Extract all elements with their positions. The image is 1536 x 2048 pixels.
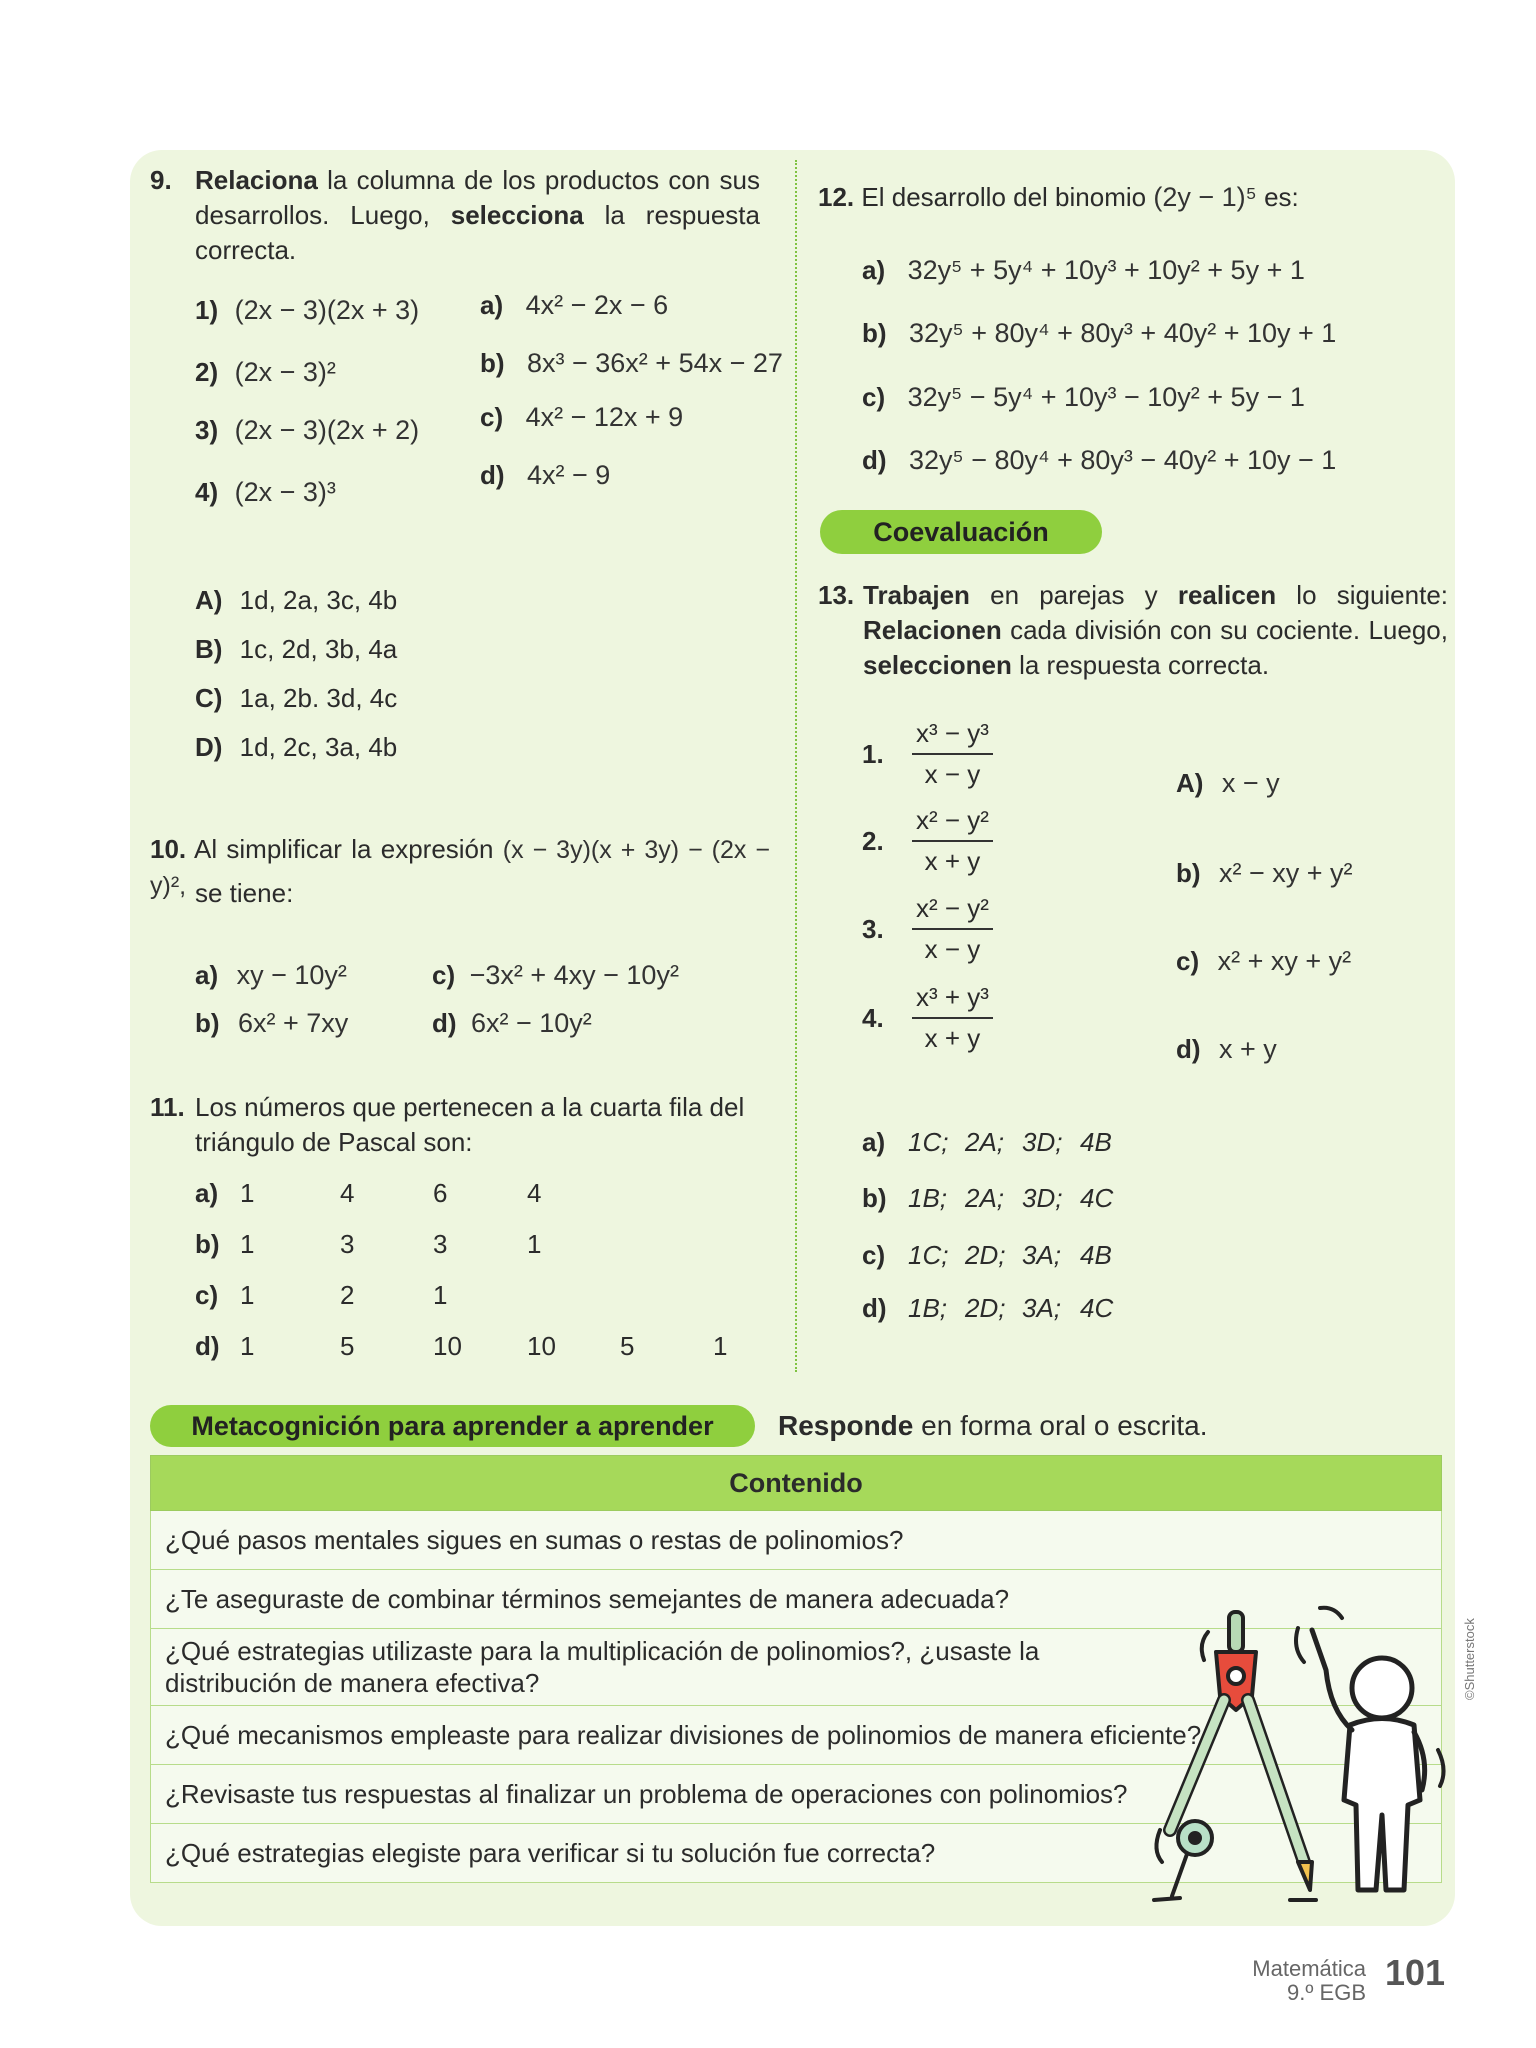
q9-statement (150, 163, 760, 268)
q10-text-2: se tiene: (195, 878, 294, 908)
q9-right-label: a) (480, 290, 504, 320)
q13-option-value: 2D; (965, 1240, 1006, 1270)
pascal-value: 10 (433, 1331, 462, 1361)
q10-text: Al simplificar la expresión (194, 834, 494, 864)
pascal-value: 3 (340, 1229, 355, 1259)
q9-left-label: 4) (195, 477, 219, 507)
q9-option-label: A) (195, 585, 223, 615)
q13-option-value: 4B (1080, 1127, 1112, 1157)
image-credit: ©Shutterstock (1462, 1618, 1477, 1700)
pascal-value: 1 (240, 1229, 255, 1259)
q9-left-label: 3) (195, 415, 219, 445)
q13-fraction (912, 982, 993, 1054)
column-separator (795, 160, 797, 1372)
q13-quotient-label: b) (1176, 858, 1201, 888)
q13-division-label: 2. (862, 825, 884, 856)
q9-right-label: c) (480, 402, 504, 432)
pascal-value: 10 (527, 1331, 556, 1361)
q10-number: 10. (150, 834, 187, 864)
q13-option-value: 2D; (965, 1293, 1006, 1323)
q9-keyword-selecciona: selecciona (450, 200, 584, 230)
fraction-numerator: x³ − y³ (912, 718, 993, 755)
fraction-denominator: x − y (924, 759, 981, 789)
q11-option-label: d) (195, 1331, 220, 1361)
q13-option-value: 2A; (965, 1183, 1005, 1213)
q9-option-text: 1d, 2a, 3c, 4b (239, 585, 398, 615)
q9-right-expr: 4x² − 12x + 9 (525, 402, 684, 432)
pascal-value: 4 (527, 1178, 542, 1208)
q9-number: 9. (150, 165, 172, 195)
q11-number: 11. (150, 1092, 185, 1122)
q10-option-label: b) (195, 1008, 220, 1038)
q13-number: 13. (818, 580, 855, 610)
q13-statement (818, 578, 1448, 683)
q9-right-expr: 8x³ − 36x² + 54x − 27 (527, 348, 783, 378)
q9-option-text: 1a, 2b. 3d, 4c (239, 683, 398, 713)
q10-option-label: d) (432, 1008, 457, 1038)
q11-option-label: c) (195, 1280, 219, 1310)
fraction-numerator: x³ + y³ (912, 982, 993, 1019)
q12-option-expr: 32y⁵ − 80y⁴ + 80y³ − 40y² + 10y − 1 (909, 445, 1337, 475)
q9-option-text: 1c, 2d, 3b, 4a (239, 634, 398, 664)
q13-keyword-seleccionen: seleccionen (863, 650, 1012, 680)
q11-option-label: a) (195, 1178, 219, 1208)
pascal-value: 1 (240, 1331, 255, 1361)
q13-division-label: 4. (862, 1002, 884, 1033)
responde-keyword: Responde (778, 1410, 914, 1441)
q9-left-label: 2) (195, 357, 219, 387)
q10-option-expr: −3x² + 4xy − 10y² (469, 960, 679, 990)
q13-quotient-label: A) (1176, 768, 1204, 798)
q9-option-label: B) (195, 634, 223, 664)
q10-option-expr: xy − 10y² (236, 960, 347, 990)
q10-option-label: c) (432, 960, 456, 990)
q13-option-value: 3D; (1022, 1127, 1063, 1157)
q9-keyword-relaciona: Relaciona (195, 165, 318, 195)
pascal-value: 1 (240, 1280, 255, 1310)
footer-subject-block (1252, 1957, 1366, 2005)
q12-option-expr: 32y⁵ + 80y⁴ + 80y³ + 40y² + 10y + 1 (909, 318, 1337, 348)
footer-subject: Matemática (1252, 1956, 1366, 1981)
pascal-value: 1 (527, 1229, 542, 1259)
q13-option-value: 3A; (1022, 1293, 1062, 1323)
fraction-numerator: x² − y² (912, 805, 993, 842)
pascal-value: 1 (713, 1331, 728, 1361)
q10-option-label: a) (195, 960, 219, 990)
table-row: ¿Qué estrategias utilizaste para la multiplicación de polinomios?, ¿usaste la distribución de manera efectiva? (151, 1629, 1442, 1706)
q13-option-label: c) (862, 1240, 886, 1270)
pascal-value: 1 (433, 1280, 448, 1310)
coevaluacion-pill: Coevaluación (820, 510, 1102, 554)
q13-keyword-trabajen: Trabajen (863, 580, 970, 610)
q13-option-value: 4C (1080, 1183, 1114, 1213)
q12-option-label: a) (862, 255, 886, 285)
q13-division-label: 3. (862, 913, 884, 944)
q13-text-4: la respuesta correcta. (1011, 650, 1270, 680)
q12-number: 12. (818, 182, 855, 212)
q9-text-1: la columna de los productos con sus desarrollos. Luego, (195, 165, 760, 230)
table-row: ¿Te aseguraste de combinar términos semejantes de manera adecuada? (151, 1570, 1442, 1629)
q9-left-expr: (2x − 3)² (234, 357, 336, 387)
responde-instruction (778, 1410, 1207, 1442)
responde-text: en forma oral o escrita. (913, 1410, 1208, 1441)
q12-option-expr: 32y⁵ + 5y⁴ + 10y³ + 10y² + 5y + 1 (907, 255, 1305, 285)
pascal-value: 5 (620, 1331, 635, 1361)
pascal-value: 1 (240, 1178, 255, 1208)
q13-keyword-relacionen: Relacionen (863, 615, 1002, 645)
q9-option-label: D) (195, 732, 223, 762)
q12-option-expr: 32y⁵ − 5y⁴ + 10y³ − 10y² + 5y − 1 (907, 382, 1305, 412)
q12-text: El desarrollo del binomio (861, 182, 1147, 212)
q9-left-expr: (2x − 3)(2x + 3) (234, 295, 420, 325)
q13-quotient-expr: x² − xy + y² (1219, 858, 1353, 888)
page-number: 101 (1385, 1952, 1446, 1993)
q13-keyword-realicen: realicen (1177, 580, 1277, 610)
q12-option-label: b) (862, 318, 887, 348)
table-row: ¿Qué mecanismos empleaste para realizar divisiones de polinomios de manera eficiente? (151, 1706, 1442, 1765)
pascal-value: 5 (340, 1331, 355, 1361)
q9-right-label: b) (480, 348, 505, 378)
metacognicion-pill: Metacognición para aprender a aprender (150, 1405, 755, 1447)
q13-quotient-expr: x + y (1219, 1034, 1277, 1064)
q11-text: Los números que pertenecen a la cuarta fila del triángulo de Pascal son: (195, 1092, 745, 1157)
q12-option-label: c) (862, 382, 886, 412)
q13-option-value: 3A; (1022, 1240, 1062, 1270)
q13-option-label: a) (862, 1127, 886, 1157)
fraction-denominator: x − y (924, 934, 981, 964)
q9-left-expr: (2x − 3)³ (234, 477, 336, 507)
pascal-value: 3 (433, 1229, 448, 1259)
q13-fraction (912, 718, 993, 790)
q9-left-label: 1) (195, 295, 219, 325)
q13-option-value: 1B; (908, 1183, 948, 1213)
q13-quotient-expr: x − y (1221, 768, 1280, 798)
q13-option-value: 3D; (1022, 1183, 1063, 1213)
q13-fraction (912, 805, 993, 877)
q13-option-value: 2A; (965, 1127, 1005, 1157)
q10-option-expr: 6x² + 7xy (238, 1008, 349, 1038)
q9-left-expr: (2x − 3)(2x + 2) (234, 415, 420, 445)
q9-option-text: 1d, 2c, 3a, 4b (239, 732, 398, 762)
q13-text-2: lo siguiente: (1276, 580, 1449, 610)
q9-option-label: C) (195, 683, 223, 713)
q13-option-value: 1C; (908, 1127, 949, 1157)
q12-expression: (2y − 1)⁵ (1153, 182, 1257, 212)
q11-option-label: b) (195, 1229, 220, 1259)
q12-statement (818, 180, 1299, 215)
q13-option-value: 4C (1080, 1293, 1114, 1323)
q9-right-expr: 4x² − 9 (527, 460, 611, 490)
q13-quotient-label: c) (1176, 946, 1200, 976)
q9-right-label: d) (480, 460, 505, 490)
fraction-denominator: x + y (924, 846, 981, 876)
q13-quotient-label: d) (1176, 1034, 1201, 1064)
q10-expression: (x − 3y)(x + 3y) − (2x − y)², (150, 836, 770, 900)
table-row: ¿Qué estrategias elegiste para verificar si tu solución fue correcta? (151, 1824, 1442, 1883)
pascal-value: 2 (340, 1280, 355, 1310)
q13-option-label: d) (862, 1293, 887, 1323)
fraction-denominator: x + y (924, 1023, 981, 1053)
stick-figure-illustration (1290, 1600, 1460, 1900)
q13-fraction (912, 893, 993, 965)
q9-right-expr: 4x² − 2x − 6 (525, 290, 669, 320)
q13-option-value: 1C; (908, 1240, 949, 1270)
q13-division-label: 1. (862, 738, 884, 769)
footer-grade: 9.º EGB (1287, 1980, 1366, 2005)
q13-option-label: b) (862, 1183, 887, 1213)
q11-statement (150, 1090, 760, 1160)
q13-text-1: en parejas y (969, 580, 1178, 610)
q12-option-label: d) (862, 445, 887, 475)
table-row: ¿Revisaste tus respuestas al finalizar un problema de operaciones con polinomios? (151, 1765, 1442, 1824)
q10-option-expr: 6x² − 10y² (471, 1008, 592, 1038)
pascal-value: 6 (433, 1178, 448, 1208)
pascal-value: 4 (340, 1178, 355, 1208)
q13-text-3: cada división con su cociente. Luego, (1001, 615, 1448, 645)
q13-quotient-expr: x² + xy + y² (1217, 946, 1352, 976)
q13-option-value: 1B; (908, 1293, 948, 1323)
table-row: ¿Qué pasos mentales sigues en sumas o restas de polinomios? (151, 1511, 1442, 1570)
fraction-numerator: x² − y² (912, 893, 993, 930)
q13-option-value: 4B (1080, 1240, 1112, 1270)
q9-text-2: la respuesta correcta. (195, 200, 760, 265)
table-header-contenido: Contenido (151, 1456, 1442, 1511)
q12-text-2: es: (1264, 182, 1299, 212)
